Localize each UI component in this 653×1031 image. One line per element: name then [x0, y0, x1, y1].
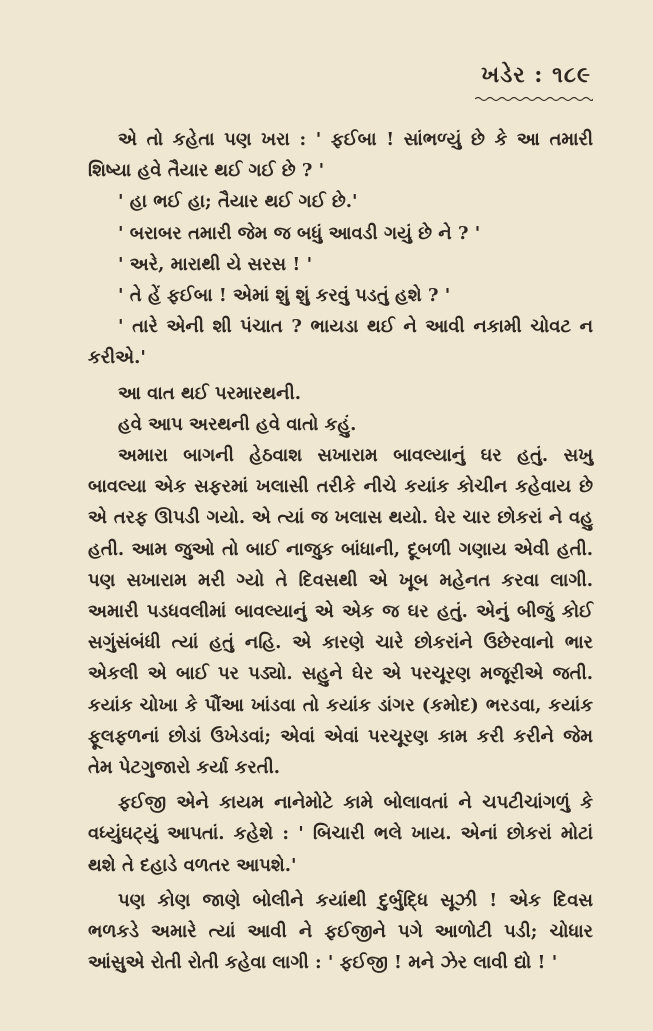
paragraph: હવે આપ અરથની હવે વાતો કહું. [118, 413, 357, 435]
paragraph: ' તે હેં ફઈબા ! એમાં શું શું કરવું પડતું હશે ? ' [118, 285, 451, 307]
header-wavy-rule [475, 96, 593, 102]
paragraph: ' તારે એની શી પંચાત ? ભાયડા થઈ ને આવી નકામી ચોવટ ન કરીએ.' [88, 316, 593, 369]
paragraph: ' હા ભઈ હા; તૈયાર થઈ ગઈ છે.' [118, 191, 358, 213]
paragraph: ' અરે, મારાથી યે સરસ ! ' [118, 253, 313, 275]
page-header: ખડેર : ૧૮૯ [481, 62, 591, 88]
paragraph: ફઈજી એને કાયમ નાનેમોટે કામે બોલાવતાં ને ચપટીચાંગળું કે વધ્યુંઘટ્યું આપતાં. કહેશે : ' બિચારી ભલે ખાય. એનાં છોકરાં મોટાં થશે તે દહાડે વળતર આપશે.' [88, 792, 593, 876]
paragraph: અમારા બાગની હેઠવાશ સખારામ બાવલ્યાનું ઘર હતું. સખુ બાવલ્યા એક સફરમાં ખલાસી તરીકે નીચે કયાંક કોચીન કહેવાય છે એ તરફ ઊપડી ગયો. એ ત્યાં જ ખલાસ થયો. ઘેર ચાર છોકરાં ને વહુ હતી. આમ જુઓ તો બાઈ નાજુક બાંધાની, દૂબળી ગણાય એવી હતી. પણ સખારામ મરી ગ્યો તે દિવસથી એ ખૂબ મહેનત કરવા લાગી. અમારી પડધવલીમાં બાવલ્યાનું એ એક જ ઘર હતું. એનું બીજું કોઈ સગુંસંબંધી ત્યાં હતું નહિ. એ કારણે ચારે છોકરાંને ઉછેરવાનો ભાર એકલી એ બાઈ પર પડ્યો. સહુને ઘેર એ પરચૂરણ મજૂરીએ જતી. કયાંક ચોખા કે પૌંઆ ખાંડવા તો કયાંક ડાંગર (કમોદ) ભરડવા, કયાંક ફૂલફળનાં છોડાં ઉખેડવાં; એવાં એવાં પરચૂરણ કામ કરી કરીને જેમ તેમ પેટગુજારો કર્યા કરતી. [88, 445, 593, 779]
paragraph: એ તો કહેતા પણ ખરા : ' ફઈબા ! સાંભળ્યું છે કે આ તમારી શિષ્યા હવે તૈયાર થઈ ગઈ છે ? ' [88, 129, 593, 182]
paragraph: ' બરાબર તમારી જેમ જ બધું આવડી ગયું છે ને ? ' [118, 222, 481, 244]
page-body [88, 124, 593, 978]
paragraph: પણ કોણ જાણે બોલીને કયાંથી દુર્બુદ્ધિ સૂઝી ! એક દિવસ ભળકડે અમારે ત્યાં આવી ને ફઈજીને પગે આળોટી પડી; ચોધાર આંસુએ રોતી રોતી કહેવા લાગી : ' ફઈજી ! મને ઝેર લાવી દ્યો ! ' [88, 889, 593, 974]
paragraph: આ વાત થઈ પરમારથની. [118, 382, 301, 404]
